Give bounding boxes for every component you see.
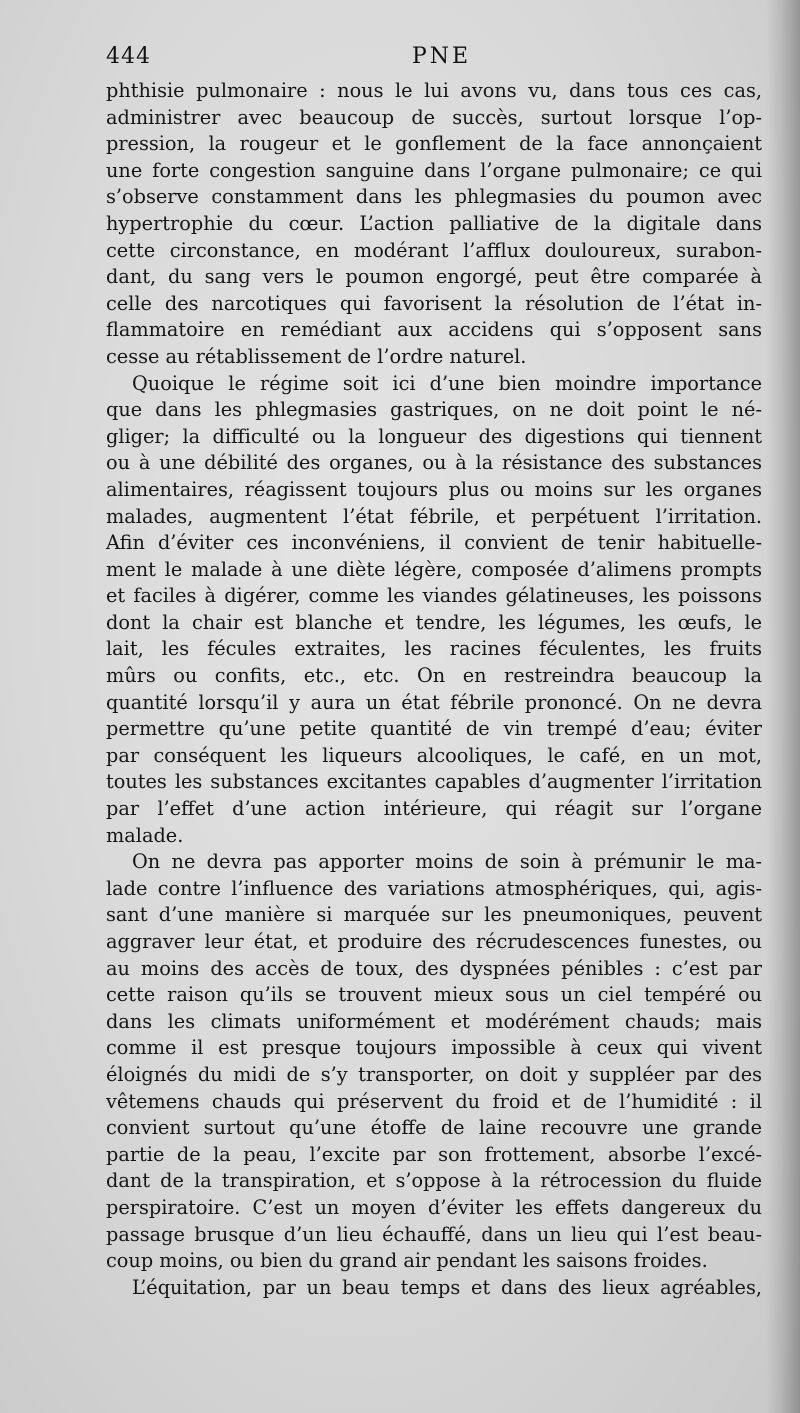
text-line: administrer avec beaucoup de succès, surtout lorsque l’op- <box>106 105 762 129</box>
text-line: On ne devra pas apporter moins de soin à prémunir le ma- <box>132 850 762 874</box>
text-line: cette circonstance, en modérant l’afflux douloureux, surabon- <box>106 238 762 262</box>
text-line: perspiratoire. C’est un moyen d’éviter les effets dangereux du <box>106 1195 762 1219</box>
running-head <box>106 44 766 80</box>
text-line: comme il est presque toujours impossible à ceux qui vivent <box>106 1036 762 1060</box>
text-line: par conséquent les liqueurs alcooliques, le café, en un mot, <box>106 743 762 767</box>
body-text <box>106 78 762 1301</box>
text-line: cette raison qu’ils se trouvent mieux sous un ciel tempéré ou <box>106 983 762 1007</box>
page-number: 444 <box>106 44 151 69</box>
text-line: malade. <box>106 823 184 847</box>
paragraph <box>106 78 762 371</box>
paragraph <box>106 1275 762 1302</box>
text-line: permettre qu’une petite quantité de vin trempé d’eau; éviter <box>106 717 762 741</box>
text-line: mûrs ou confits, etc., etc. On en restreindra beaucoup la <box>106 664 762 688</box>
text-line: L’équitation, par un beau temps et dans des lieux agréables, <box>132 1275 762 1299</box>
text-line: s’observe constamment dans les phlegmasies du poumon avec <box>106 185 762 209</box>
text-line: vêtemens chauds qui préservent du froid et de l’humidité : il <box>106 1089 762 1113</box>
text-line: ment le malade à une diète légère, composée d’alimens prompts <box>106 557 762 581</box>
text-line: quantité lorsqu’il y aura un état fébrile prononcé. On ne devra <box>106 690 762 714</box>
text-line: dant, du sang vers le poumon engorgé, peut être comparée à <box>106 265 762 289</box>
text-line: convient surtout qu’une étoffe de laine recouvre une grande <box>106 1116 762 1140</box>
text-line: malades, augmentent l’état fébrile, et perpétuent l’irritation. <box>106 504 762 528</box>
text-line: gliger; la difficulté ou la longueur des digestions qui tiennent <box>106 424 762 448</box>
text-line: flammatoire en remédiant aux accidens qui s’opposent sans <box>106 318 762 342</box>
text-line: dont la chair est blanche et tendre, les légumes, les œufs, le <box>106 610 762 634</box>
text-line: toutes les substances excitantes capables d’augmenter l’irritation <box>106 770 762 794</box>
text-line: par l’effet d’une action intérieure, qui réagit sur l’organe <box>106 797 762 821</box>
text-line: aggraver leur état, et produire des récrudescences funestes, ou <box>106 930 762 953</box>
paragraph <box>106 849 762 1275</box>
text-line: lait, les fécules extraites, les racines féculentes, les fruits <box>106 637 762 661</box>
text-line: partie de la peau, l’excite par son frottement, absorbe l’excé- <box>106 1142 762 1166</box>
text-line: au moins des accès de toux, des dyspnées pénibles : c’est par <box>106 956 762 980</box>
text-line: passage brusque d’un lieu échauffé, dans un lieu qui l’est beau- <box>106 1222 762 1246</box>
text-line: alimentaires, réagissent toujours plus ou moins sur les organes <box>106 477 762 501</box>
text-line: hypertrophie du cœur. L’action palliative de la digitale dans <box>106 211 762 235</box>
text-line: dant de la transpiration, et s’oppose à la rétrocession du fluide <box>106 1169 762 1193</box>
text-line: sant d’une manière si marquée sur les pneumoniques, peuvent <box>106 903 762 927</box>
text-line: éloignés du midi de s’y transporter, on doit y suppléer par des <box>106 1062 762 1086</box>
text-line: ou à une débilité des organes, ou à la résistance des substances <box>106 451 762 475</box>
text-line: lade contre l’influence des variations atmosphériques, qui, agis- <box>106 876 762 900</box>
text-line: phthisie pulmonaire : nous le lui avons vu, dans tous ces cas, <box>106 79 762 102</box>
text-line: une forte congestion sanguine dans l’organe pulmonaire; ce qui <box>106 158 762 182</box>
text-line: que dans les phlegmasies gastriques, on ne doit point le né- <box>106 398 762 422</box>
text-line: et faciles à digérer, comme les viandes gélatineuses, les poissons <box>106 584 762 608</box>
text-line: Afin d’éviter ces inconvéniens, il convient de tenir habituelle- <box>106 531 762 555</box>
text-line: pression, la rougeur et le gonflement de la face annonçaient <box>106 132 762 156</box>
text-line: celle des narcotiques qui favorisent la résolution de l’état in- <box>106 291 762 315</box>
text-line: Quoique le régime soit ici d’une bien moindre importance <box>132 371 762 395</box>
paragraph <box>106 371 762 850</box>
running-title: PNE <box>412 44 472 69</box>
text-line: dans les climats uniformément et modérément chauds; mais <box>106 1009 762 1033</box>
text-line: coup moins, ou bien du grand air pendant les saisons froides. <box>106 1249 708 1273</box>
page-edge-shadow <box>766 0 800 1413</box>
text-line: cesse au rétablissement de l’ordre naturel. <box>106 344 527 368</box>
